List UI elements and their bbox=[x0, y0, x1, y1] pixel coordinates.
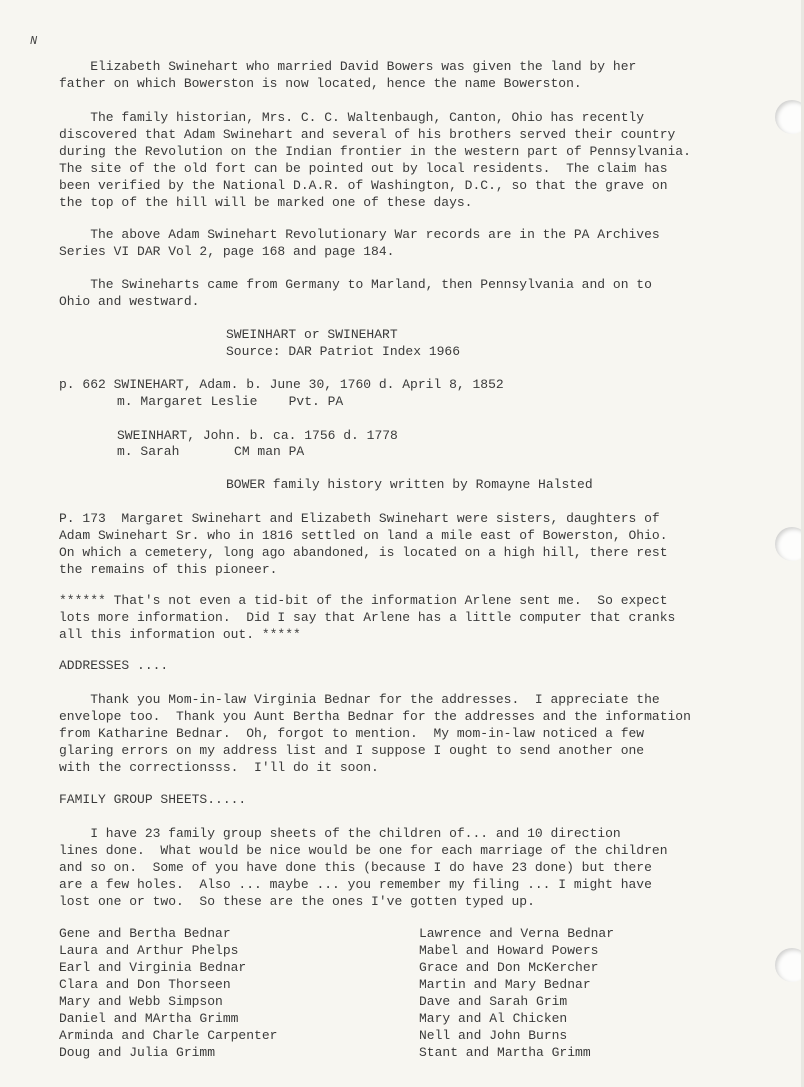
couple-entry: Nell and John Burns bbox=[419, 1028, 568, 1043]
couple-entry: Laura and Arthur Phelps bbox=[59, 943, 239, 958]
couple-entry: Clara and Don Thorseen bbox=[59, 977, 231, 992]
entry-adam: p. 662 SWINEHART, Adam. b. June 30, 1760 d. April 8, 1852 bbox=[59, 377, 504, 392]
bower-heading: BOWER family history written by Romayne Halsted bbox=[226, 477, 593, 492]
source-heading-name: SWEINHART or SWINEHART bbox=[226, 327, 398, 342]
paragraph-war-records: The above Adam Swinehart Revolutionary War records are in the PA Archives Series VI DAR Vol 2, page 168 and page 184. bbox=[59, 227, 660, 259]
paragraph-bowerston: Elizabeth Swinehart who married David Bowers was given the land by her father on which Bowerston is now located, hence the name Bowerston. bbox=[59, 59, 637, 91]
couple-entry: Stant and Martha Grimm bbox=[419, 1045, 591, 1060]
paragraph-tidbit: ****** That's not even a tid-bit of the information Arlene sent me. So expect lots more information. Did I say that Arlene has a little computer that cranks all this information out. ***** bbox=[59, 593, 676, 642]
couple-entry: Martin and Mary Bednar bbox=[419, 977, 591, 992]
margin-mark: N bbox=[30, 34, 38, 48]
addresses-heading: ADDRESSES .... bbox=[59, 658, 169, 673]
entry-john: SWEINHART, John. b. ca. 1756 d. 1778 bbox=[117, 428, 398, 443]
paragraph-addresses: Thank you Mom-in-law Virginia Bednar for the addresses. I appreciate the envelope too. Thank you Aunt Bertha Bednar for the addresses and the information from Katharine Bednar. Oh, forgot to mention. My mom-in-law noticed a few glaring errors on my address list and I suppose I ought to send another one with the correctionsss. I'll do it soon. bbox=[59, 692, 691, 775]
couple-entry: Mabel and Howard Powers bbox=[419, 943, 599, 958]
family-group-heading: FAMILY GROUP SHEETS..... bbox=[59, 792, 247, 807]
couple-entry: Doug and Julia Grimm bbox=[59, 1045, 216, 1060]
couple-entry: Gene and Bertha Bednar bbox=[59, 926, 231, 941]
couple-entry: Mary and Webb Simpson bbox=[59, 994, 223, 1009]
couple-entry: Lawrence and Verna Bednar bbox=[419, 926, 615, 941]
couple-entry: Dave and Sarah Grim bbox=[419, 994, 568, 1009]
paragraph-sisters: P. 173 Margaret Swinehart and Elizabeth Swinehart were sisters, daughters of Adam Swinehart Sr. who in 1816 settled on land a mile east of Bowerston, Ohio. On which a cemetery, long ago abandoned, is located on a high hill, there rest the remains of this pioneer. bbox=[59, 511, 668, 577]
source-heading-source: Source: DAR Patriot Index 1966 bbox=[226, 344, 461, 359]
entry-adam-spouse: m. Margaret Leslie Pvt. PA bbox=[117, 394, 344, 409]
couple-entry: Daniel and MArtha Grimm bbox=[59, 1011, 239, 1026]
couple-entry: Earl and Virginia Bednar bbox=[59, 960, 247, 975]
binder-hole-middle bbox=[775, 527, 804, 561]
couple-entry: Grace and Don McKercher bbox=[419, 960, 599, 975]
paragraph-migration: The Swineharts came from Germany to Marland, then Pennsylvania and on to Ohio and westward. bbox=[59, 277, 652, 309]
paragraph-family-historian: The family historian, Mrs. C. C. Waltenbaugh, Canton, Ohio has recently discovered that Adam Swinehart and several of his brothers served their country during the Revolution on the Indian frontier in the western part of Pennsylvania. The site of the old fort can be pointed out by local residents. The claim has been verified by the National D.A.R. of Washington, D.C., so that the grave on the top of the hill will be marked one of these days. bbox=[59, 110, 691, 210]
couple-entry: Mary and Al Chicken bbox=[419, 1011, 568, 1026]
couple-entry: Arminda and Charle Carpenter bbox=[59, 1028, 278, 1043]
entry-john-spouse: m. Sarah CM man PA bbox=[117, 444, 305, 459]
paragraph-family-group: I have 23 family group sheets of the children of... and 10 direction lines done. What would be nice would be one for each marriage of the children and so on. Some of you have done this (because I do have 23 done) but there are a few holes. Also ... maybe ... you remember my filing ... I might have lost one or two. So these are the ones I've gotten typed up. bbox=[59, 826, 668, 909]
binder-hole-top bbox=[775, 100, 804, 134]
binder-hole-bottom bbox=[775, 948, 804, 982]
